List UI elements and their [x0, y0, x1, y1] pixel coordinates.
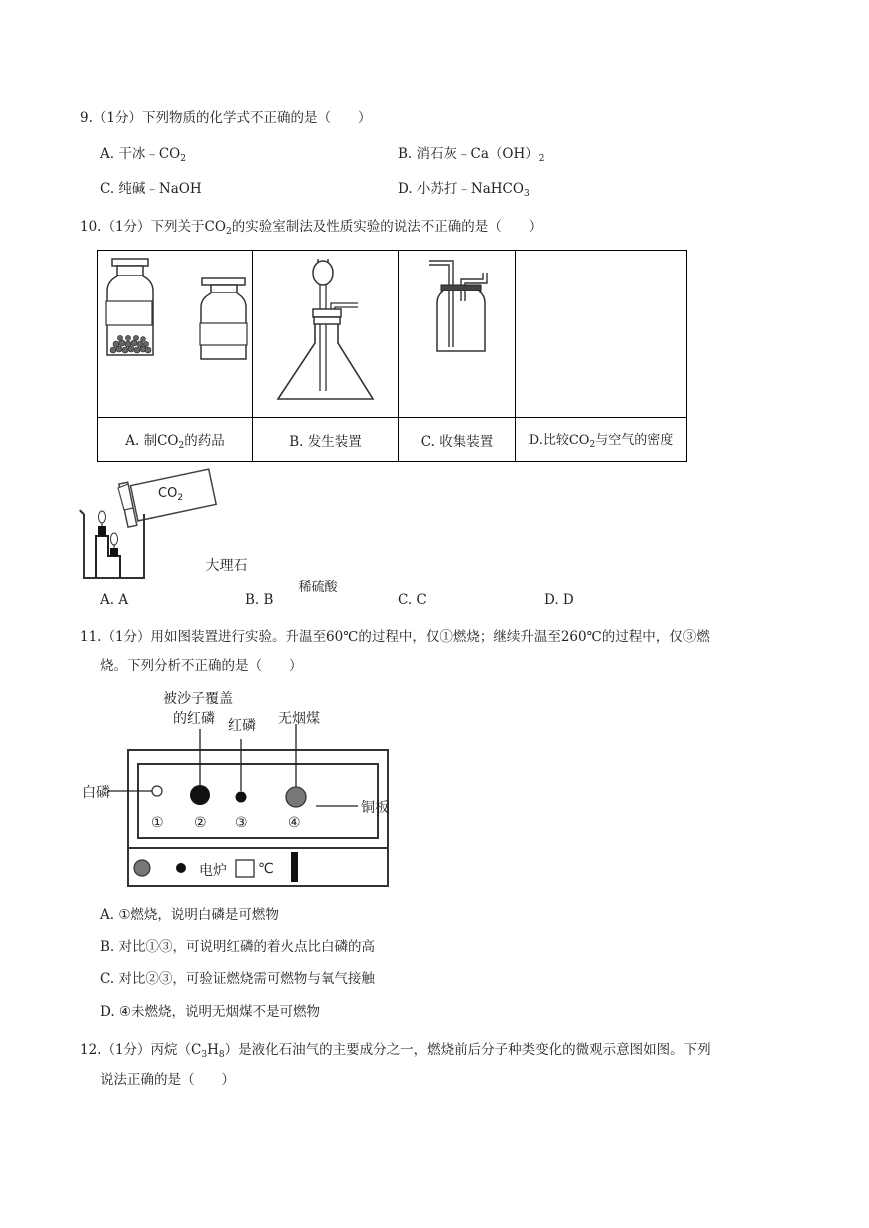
q10-caption-b: B. 发生装置 — [253, 418, 399, 462]
covered-red-p-label-1: 被沙子覆盖 — [163, 691, 233, 707]
reagent-bottles-figure — [98, 251, 252, 413]
covered-red-p-label-2: 的红磷 — [173, 711, 215, 727]
temperature-unit-label: ℃ — [258, 861, 274, 877]
q10-option-b: B. B — [245, 592, 274, 608]
electric-furnace-label: 电炉 — [199, 863, 227, 879]
q10-stem: 10.（1分）下列关于$CO_2$的实验室制法及性质实验的说法不正确的是（ ） — [80, 219, 543, 237]
q10-caption-c: C. 收集装置 — [399, 418, 516, 462]
q10-option-d: D. D — [544, 592, 574, 608]
q9-stem: 9.（1分）下列物质的化学式不正确的是（ ） — [80, 110, 372, 126]
q10-caption-d: D.比较$CO_2$与空气的密度 — [516, 418, 687, 462]
q10-apparatus-table — [97, 250, 687, 595]
q9-option-a: A. 干冰$﹣CO_2$ — [100, 146, 186, 164]
q10-cell-b-figure — [253, 251, 399, 418]
gas-collection-figure — [399, 251, 515, 413]
q10-cell-c-figure — [399, 251, 516, 418]
q9-option-c: C. 纯碱﹣NaOH — [100, 181, 202, 197]
q11-option-c: C. 对比②③，可验证燃烧需可燃物与氧气接触 — [100, 971, 375, 987]
q10-option-a: A. A — [100, 592, 129, 608]
q10-option-c: C. C — [398, 592, 427, 608]
q10-cell-d-figure — [516, 251, 687, 418]
marble-label: 大理石 — [205, 557, 248, 574]
q11-option-b: B. 对比①③，可说明红磷的着火点比白磷的高 — [100, 939, 376, 955]
copper-plate-label: 铜板 — [361, 800, 389, 816]
co2-candle-beaker-figure — [78, 468, 228, 583]
q11-option-a: A. ①燃烧，说明白磷是可燃物 — [100, 907, 279, 923]
q12-stem-line2: 说法正确的是（ ） — [100, 1072, 235, 1088]
q11-stem-line2: 烧。下列分析不正确的是（ ） — [100, 658, 303, 674]
position-2-label: ② — [194, 815, 207, 831]
red-p-label: 红磷 — [228, 718, 256, 734]
q9-option-b: B. 消石灰$﹣Ca(OH)_2$ — [398, 146, 545, 164]
position-4-label: ④ — [288, 815, 301, 831]
white-p-label: 白磷 — [82, 785, 110, 801]
position-3-label: ③ — [235, 815, 248, 831]
co2-jar-label: $CO_2$ — [158, 486, 184, 503]
smokeless-coal-label: 无烟煤 — [278, 711, 320, 727]
q11-stem-line1: 11.（1分）用如图装置进行实验。升温至60℃的过程中，仅①燃烧；继续升温至260℃的过程中，仅③燃 — [80, 629, 710, 645]
q9-option-d: D. 小苏打﹣NaHCO$_3$ — [398, 181, 530, 199]
generator-flask-figure — [253, 251, 398, 413]
q10-caption-a: A. 制$CO_2$的药品 — [98, 418, 253, 462]
q11-option-d: D. ④未燃烧，说明无烟煤不是可燃物 — [100, 1004, 321, 1020]
q12-stem-line1: 12.（1分）丙烷$(C_3H_8)$是液化石油气的主要成分之一，燃烧前后分子种类变化的微观示意图如图。下列 — [80, 1042, 711, 1060]
acid-label: 稀硫酸 — [298, 579, 338, 595]
position-1-label: ① — [151, 815, 164, 831]
